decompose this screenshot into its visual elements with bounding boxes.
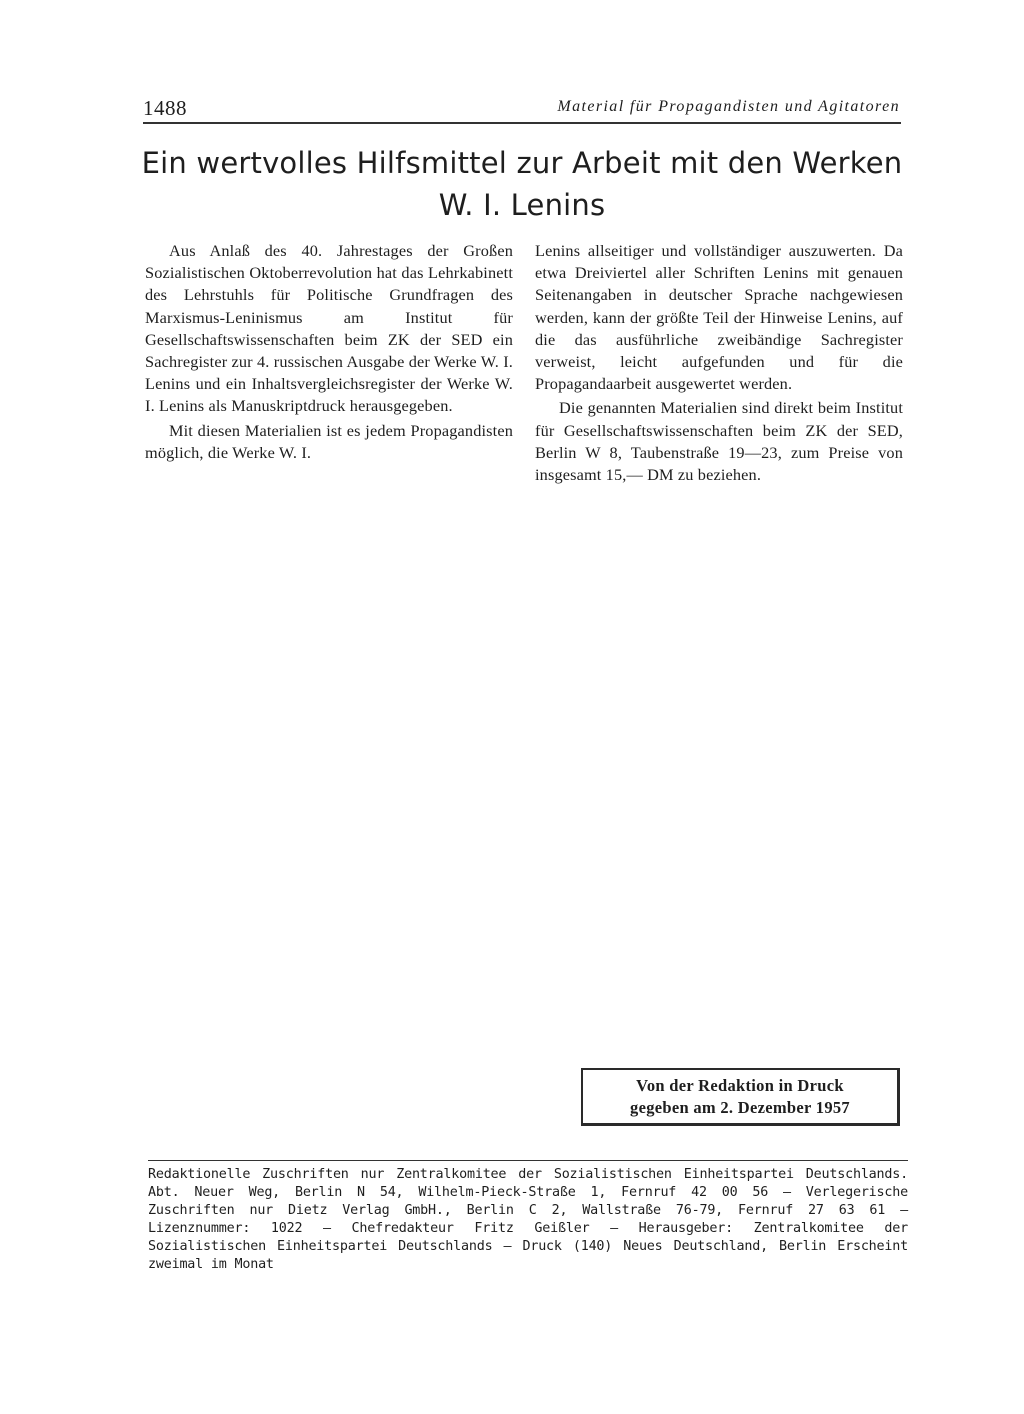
imprint-text: Redaktionelle Zuschriften nur Zentralkomitee der Sozialistischen Einheitspartei Deutschlands. Abt. Neuer Weg, Berlin N 54, Wilhelm-Pieck-Straße 1, Fernruf 42 00 56 – Verlegerische Zuschriften nur Dietz Verlag GmbH., Berlin C 2, Wallstraße 76-79, Fernruf 27 63 61 – Lizenznummer: 1022 – Chefredakteur Fritz Geißler – Herausgeber: Zentralkomitee der Sozialistischen Einheitspartei Deutschlands – Druck (140) Neues Deutschland, Berlin Erscheint zweimal im Monat (148, 1167, 908, 1272)
article-paragraph-3: Die genannten Materialien sind direkt beim Institut für Gesellschaftswissenschaften beim ZK der SED, Berlin W 8, Taubenstraße 19—23, zum Preise von insgesamt 15,— DM zu beziehen. (535, 398, 903, 485)
print-notice-line-1: Von der Redaktion in Druck (636, 1076, 844, 1095)
page-number: 1488 (143, 96, 187, 120)
running-title: Material für Propagandisten und Agitatoren (557, 98, 900, 115)
article-paragraph-1: Aus Anlaß des 40. Jahrestages der Großen Sozialistischen Oktoberrevolution hat das Lehrkabinett des Lehrstuhls für Politische Grundfragen des Marxismus-Leninismus am Institut für Gesellschaftswissenschaften beim ZK der SED ein Sachregister zur 4. russischen Ausgabe der Werke W. I. Lenins und ein Inhaltsvergleichsregister der Werke W. I. Lenins als Manuskriptdruck herausgegeben. (145, 241, 513, 416)
header-rule (143, 122, 901, 124)
article-paragraph-2: Mit diesen Materialien ist es jedem Propagandisten möglich, die Werke W. I. (145, 420, 513, 462)
article-column-left (145, 240, 513, 464)
print-notice-box (581, 1068, 900, 1126)
article-paragraph-2-continued: Lenins allseitiger und vollständiger auszuwerten. Da etwa Dreiviertel aller Schriften Lenins mit genauen Seitenangaben in deutscher Sprache nachgewiesen werden, kann der größte Teil der Hinweise Lenins, auf die das ausführliche zweibändige Sachregister verweist, leicht aufgefunden und für die Propagandaarbeit ausgewertet werden. (535, 241, 903, 394)
article-title: Ein wertvolles Hilfsmittel zur Arbeit mit den Werken W. I. Lenins (141, 146, 903, 222)
article-column-right (535, 240, 903, 486)
imprint-rule (148, 1160, 908, 1161)
print-notice-line-2: gegeben am 2. Dezember 1957 (630, 1098, 850, 1117)
